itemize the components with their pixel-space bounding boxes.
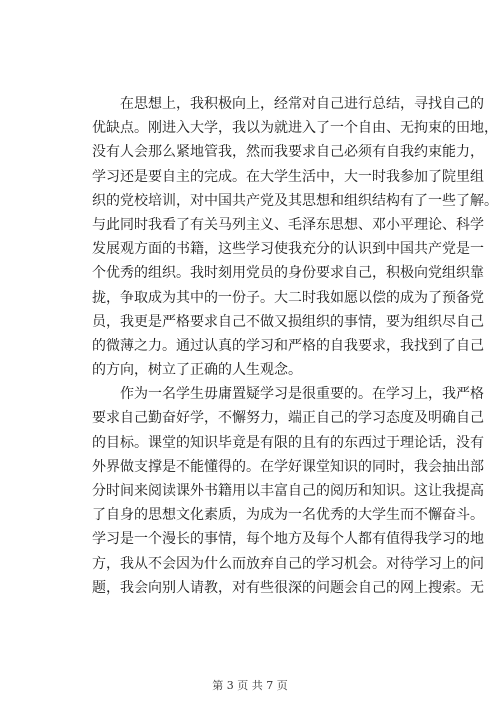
text-line: 发展观方面的书籍，这些学习使我充分的认识到中国共产党是一 (92, 241, 484, 258)
paragraph-2 (92, 382, 484, 600)
body-text (92, 92, 498, 600)
text-line: 的目标。课堂的知识毕竟是有限的且有的东西过于理论话，没有 (92, 434, 484, 451)
text-line: 没有人会那么紧地管我，然而我要求自己必须有自我约束能力， (92, 144, 484, 161)
text-line: 个优秀的组织。我时刻用党员的身份要求自己，积极向党组织靠 (92, 265, 484, 282)
paragraph-1 (92, 92, 498, 382)
text-line: 题，我会向别人请教，对有些很深的问题会自己的网上搜索。无 (92, 579, 484, 596)
text-line: 学习还是要自主的完成。在大学生活中，大一时我参加了院里组 (92, 168, 484, 185)
page-footer: 第 3 页 共 7 页 (212, 679, 288, 692)
text-line: 方，我从不会因为什么而放弃自己的学习机会。对待学习上的问 (92, 555, 484, 572)
text-line: 与此同时我看了有关马列主义、毛泽东思想、邓小平理论、科学 (92, 216, 484, 233)
text-line: 要求自己勤奋好学，不懈努力，端正自己的学习态度及明确自己 (92, 410, 484, 427)
text-line: 分时间来阅读课外书籍用以丰富自己的阅历和知识。这让我提高 (92, 483, 484, 499)
text-line: 员，我更是严格要求自己不做又损组织的事情，要为组织尽自己 (92, 313, 484, 330)
text-line: 了自身的思想文化素质，为成为一名优秀的大学生而不懈奋斗。 (92, 507, 484, 524)
text-line: 在思想上，我积极向上，经常对自己进行总结，寻找自己的 (92, 96, 484, 112)
text-line: 优缺点。刚进入大学，我以为就进入了一个自由、无拘束的田地， (92, 120, 498, 137)
text-line: 织的党校培训，对中国共产党及其思想和组织结构有了一些了解。 (92, 192, 498, 209)
text-line: 拢，争取成为其中的一份子。大二时我如愿以偿的成为了预备党 (92, 289, 484, 306)
text-line: 外界做支撑是不能懂得的。在学好课堂知识的同时，我会抽出部 (92, 458, 484, 475)
text-line: 的方向，树立了正确的人生观念。 (92, 362, 302, 379)
text-line: 学习是一个漫长的事情，每个地方及每个人都有值得我学习的地 (92, 531, 484, 548)
text-line: 作为一名学生毋庸置疑学习是很重要的。在学习上，我严格 (92, 386, 484, 403)
text-line: 的微薄之力。通过认真的学习和严格的自我要求，我找到了自己 (92, 337, 484, 354)
